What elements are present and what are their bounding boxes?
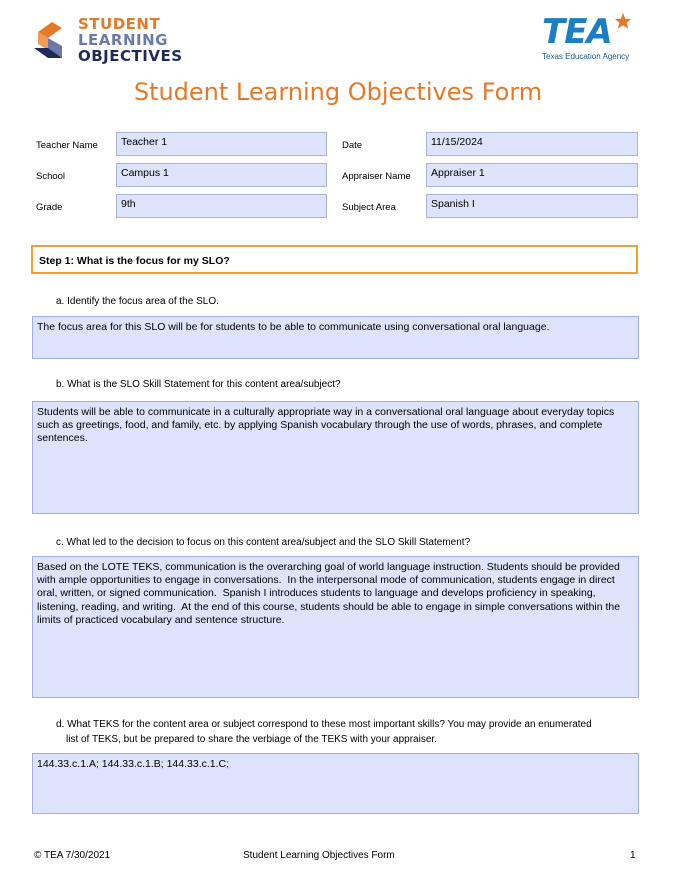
page-title: Student Learning Objectives Form: [133, 78, 543, 106]
question-d-answer[interactable]: [32, 753, 639, 814]
question-c-answer-text: Based on the LOTE TEKS, communication is the overarching goal of world language instruction. Students should be provided with ample opportunities to engage in conversations. In the interpersonal mode of communication, students engage in direct oral, written, or signed communication. Spanish I introduces students to language and develops proficiency in speaking, listening, reading, and writing. At the end of this course, students should be able to engage in simple conversations within the limits of practiced vocabulary and sentence structure.: [37, 561, 624, 626]
grade-label: Grade: [36, 202, 63, 213]
tea-subtitle: Texas Education Agency: [542, 52, 630, 61]
star-icon: [614, 12, 632, 30]
subject-area-label: Subject Area: [342, 202, 396, 213]
slo-logo: [32, 16, 192, 68]
question-c-label: c. What led to the decision to focus on this content area/subject and the SLO Skill Statement?: [56, 537, 471, 548]
question-c-answer[interactable]: [32, 556, 639, 698]
grade-field[interactable]: 9th: [116, 194, 327, 218]
teacher-name-label: Teacher Name: [36, 140, 98, 151]
footer-title: Student Learning Objectives Form: [243, 850, 395, 861]
question-a-answer-text: The focus area for this SLO will be for students to be able to communicate using conversational oral language.: [37, 321, 550, 333]
step1-heading: Step 1: What is the focus for my SLO?: [31, 245, 638, 274]
footer-copyright: © TEA 7/30/2021: [34, 850, 111, 861]
question-d-label-line1: d. What TEKS for the content area or subject correspond to these most important skills? You may provide an enumerated: [56, 719, 592, 730]
tea-logo: [538, 12, 638, 62]
question-a-answer[interactable]: [32, 316, 639, 359]
slo-logo-line1: STUDENT: [78, 15, 161, 33]
question-a-label: a. Identify the focus area of the SLO.: [56, 296, 219, 307]
appraiser-name-label: Appraiser Name: [342, 171, 411, 182]
school-label: School: [36, 171, 66, 182]
tea-wordmark: TEA: [542, 12, 612, 52]
appraiser-name-field[interactable]: Appraiser 1: [426, 163, 638, 187]
date-label: Date: [342, 140, 363, 151]
footer-page-number: 1: [630, 850, 636, 861]
question-b-answer-text: Students will be able to communicate in a culturally appropriate way in a conversational oral language about everyday topics such as greetings, food, and family, etc. by applying Spanish vocabulary through the use of words, phrases, and complete sentences.: [37, 406, 618, 445]
subject-area-field[interactable]: Spanish I: [426, 194, 638, 218]
question-b-answer[interactable]: [32, 401, 639, 514]
slo-logo-line3: OBJECTIVES: [78, 47, 183, 65]
school-field[interactable]: Campus 1: [116, 163, 327, 187]
question-b-label: b. What is the SLO Skill Statement for this content area/subject?: [56, 379, 341, 390]
question-d-label-line2: list of TEKS, but be prepared to share the verbiage of the TEKS with your appraiser.: [66, 734, 437, 745]
question-d-answer-text: 144.33.c.1.A; 144.33.c.1.B; 144.33.c.1.C;: [37, 758, 230, 770]
date-field[interactable]: 11/15/2024: [426, 132, 638, 156]
slo-logo-line2: LEARNING: [78, 31, 168, 49]
slo-logo-icon: [32, 18, 70, 62]
teacher-name-field[interactable]: Teacher 1: [116, 132, 327, 156]
